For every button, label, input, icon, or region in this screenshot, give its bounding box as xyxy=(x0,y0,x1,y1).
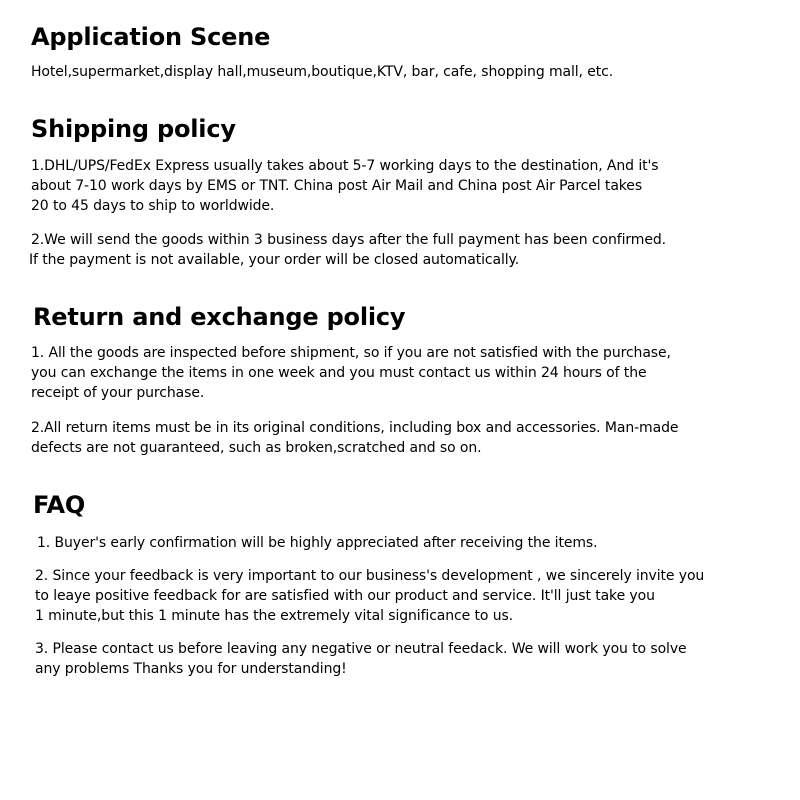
faq-p2-line3: 1 minute,but this 1 minute has the extremely vital significance to us. xyxy=(35,608,514,624)
faq-heading: FAQ xyxy=(33,491,86,519)
shipping-policy-p2-line1: 2.We will send the goods within 3 business days after the full payment has been confirmed. xyxy=(31,232,666,248)
faq-p3-line1: 3. Please contact us before leaving any negative or neutral feedack. We will work you to solve xyxy=(35,641,687,657)
return-policy-p1-line2: you can exchange the items in one week and you must contact us within 24 hours of the xyxy=(31,365,647,381)
return-policy-p2-line1: 2.All return items must be in its original conditions, including box and accessories. Man-made xyxy=(31,420,679,436)
application-scene-heading: Application Scene xyxy=(31,23,271,51)
shipping-policy-p1-line3: 20 to 45 days to ship to worldwide. xyxy=(31,198,275,214)
faq-p2-line2: to leaye positive feedback for are satisfied with our product and service. It'll just take you xyxy=(35,588,655,604)
shipping-policy-p1-line1: 1.DHL/UPS/FedEx Express usually takes about 5-7 working days to the destination, And it's xyxy=(31,158,659,174)
return-policy-p1-line1: 1. All the goods are inspected before shipment, so if you are not satisfied with the purchase, xyxy=(31,345,671,361)
faq-p2-line1: 2. Since your feedback is very important to our business's development , we sincerely invite you xyxy=(35,568,705,584)
shipping-policy-p1-line2: about 7-10 work days by EMS or TNT. China post Air Mail and China post Air Parcel takes xyxy=(31,178,643,194)
return-policy-p1-line3: receipt of your purchase. xyxy=(31,385,205,401)
return-policy-p2-line2: defects are not guaranteed, such as broken,scratched and so on. xyxy=(31,440,482,456)
shipping-policy-p2-line2: If the payment is not available, your order will be closed automatically. xyxy=(29,252,520,268)
shipping-policy-heading: Shipping policy xyxy=(31,115,236,143)
application-scene-text: Hotel,supermarket,display hall,museum,boutique,KTV, bar, cafe, shopping mall, etc. xyxy=(31,64,614,80)
faq-p3-line2: any problems Thanks you for understanding! xyxy=(35,661,347,677)
faq-p1-line1: 1. Buyer's early confirmation will be highly appreciated after receiving the items. xyxy=(37,535,598,551)
return-policy-heading: Return and exchange policy xyxy=(33,303,406,331)
